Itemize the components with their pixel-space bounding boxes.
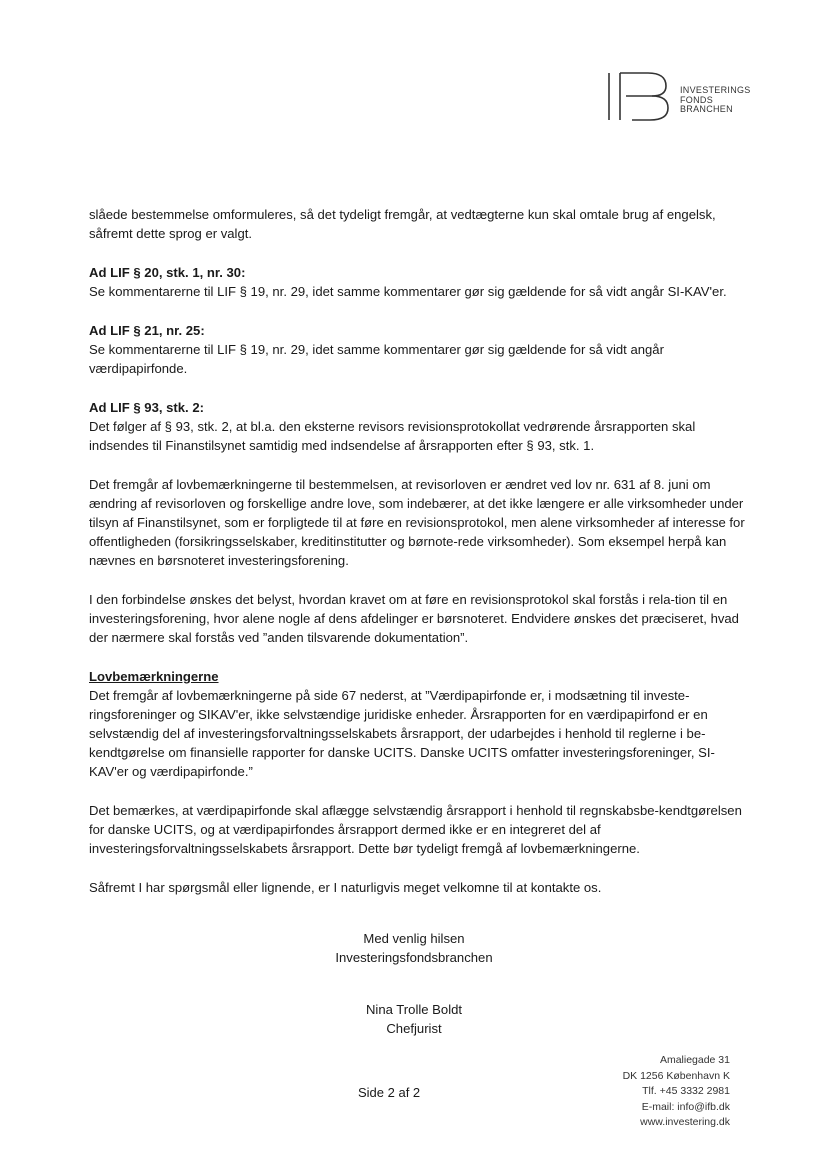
paragraph-text: I den forbindelse ønskes det belyst, hvordan kravet om at føre en revisionsprotokol skal forstås i rela-tion til en investeringsforening, hvor alene nogle af dens afdelinger er børsnoteret. Endvidere ønskes det præciseret, hvad der nærmere skal forstås ved ”anden tilsvarende dokumentation”. bbox=[89, 592, 739, 645]
address-email: E-mail: info@ifb.dk bbox=[641, 1100, 730, 1113]
paragraph-text: Det fremgår af lovbemærkningerne på side 67 nederst, at ”Værdipapirfonde er, i modsætning til investe-ringsforeninger og SIKAV'er, ikke selvstændige juridiske enheder. Årsrapporten for en værdipapirfond er en selvstændig del af investeringsforvaltningsselskabets årsrapport, der udarbejdes i henhold til reglerne i be-kendtgørelse om finansielle rapporter for danske UCITS. Danske UCITS omfatter investeringsforeninger, SI-KAV'er og værdipapirfonde.” bbox=[89, 688, 715, 779]
paragraph-text: Se kommentarerne til LIF § 19, nr. 29, idet samme kommentarer gør sig gældende for så vidt angår SI-KAV'er. bbox=[89, 284, 727, 299]
section-heading: Ad LIF § 20, stk. 1, nr. 30: bbox=[89, 265, 246, 280]
letter-body bbox=[89, 205, 749, 917]
paragraph bbox=[89, 590, 749, 647]
section-heading-underlined: Lovbemærkningerne bbox=[89, 669, 219, 684]
logo-line-2: FONDS bbox=[680, 94, 713, 105]
closing-sentence: Såfremt I har spørgsmål eller lignende, er I naturligvis meget velkomne til at kontakte os. bbox=[89, 880, 602, 895]
greeting-line: Med venlig hilsen bbox=[363, 931, 465, 946]
section-heading: Ad LIF § 21, nr. 25: bbox=[89, 323, 205, 338]
section-heading: Ad LIF § 93, stk. 2: bbox=[89, 400, 204, 415]
sender-organization: Investeringsfondsbranchen bbox=[335, 950, 493, 965]
paragraph bbox=[89, 321, 749, 378]
greeting bbox=[0, 929, 828, 967]
paragraph-text: Det følger af § 93, stk. 2, at bl.a. den eksterne revisors revisionsprotokollat vedrørende årsrapporten skal indsendes til Finanstilsynet samtidig med indsendelse af årsrapporten efter § 93, stk. 1. bbox=[89, 419, 696, 453]
logo-wordmark bbox=[680, 86, 751, 115]
signer-title: Chefjurist bbox=[386, 1021, 442, 1036]
logo-line-1: INVESTERINGS bbox=[680, 85, 751, 95]
paragraph-text: Det fremgår af lovbemærkningerne til bestemmelsen, at revisorloven er ændret ved lov nr. 631 af 8. juni om ændring af revisorloven og forskellige andre love, som indebærer, at det ikke længere er alle virksomheder under tilsyn af Finanstilsynet, som er forpligtede til at føre en revisionsprotokol, men alene virksomheder af interesse for offentligheden (forsikringsselskaber, kreditinstitutter og børnote-rede virksomheder). Som eksempel herpå kan nævnes en børsnoteret investeringsforening. bbox=[89, 477, 745, 568]
page-number: Side 2 af 2 bbox=[358, 1085, 421, 1100]
address-street: Amaliegade 31 bbox=[659, 1054, 730, 1066]
paragraph bbox=[89, 801, 749, 858]
paragraph-text: slåede bestemmelse omformuleres, så det tydeligt fremgår, at vedtægterne kun skal omtale brug af engelsk, såfremt dette sprog er valgt. bbox=[89, 207, 716, 241]
paragraph bbox=[89, 475, 749, 570]
paragraph-text: Det bemærkes, at værdipapirfonde skal aflægge selvstændig årsrapport i henhold til regnskabsbe-kendtgørelsen for danske UCITS, og at værdipapirfondes årsrapport dermed ikke er en integreret del af investeringsforvaltningsselskabets årsrapport. Dette bør tydeligt fremgå af lovbemærkningerne. bbox=[89, 803, 742, 856]
signer-name: Nina Trolle Boldt bbox=[365, 1002, 463, 1017]
footer-address bbox=[623, 1053, 730, 1131]
ifb-logo bbox=[606, 70, 756, 126]
signature bbox=[0, 1000, 828, 1038]
address-web: www.investering.dk bbox=[640, 1116, 730, 1128]
paragraph-text: Se kommentarerne til LIF § 19, nr. 29, idet samme kommentarer gør sig gældende for så vidt angår værdipapirfonde. bbox=[89, 342, 664, 376]
paragraph bbox=[89, 205, 749, 243]
logo-line-3: BRANCHEN bbox=[680, 104, 733, 114]
paragraph bbox=[89, 398, 749, 455]
address-city: DK 1256 København K bbox=[622, 1069, 730, 1082]
paragraph bbox=[89, 263, 749, 301]
paragraph bbox=[89, 667, 749, 781]
ifb-logo-mark bbox=[606, 70, 676, 126]
address-phone: Tlf. +45 3332 2981 bbox=[642, 1085, 730, 1097]
